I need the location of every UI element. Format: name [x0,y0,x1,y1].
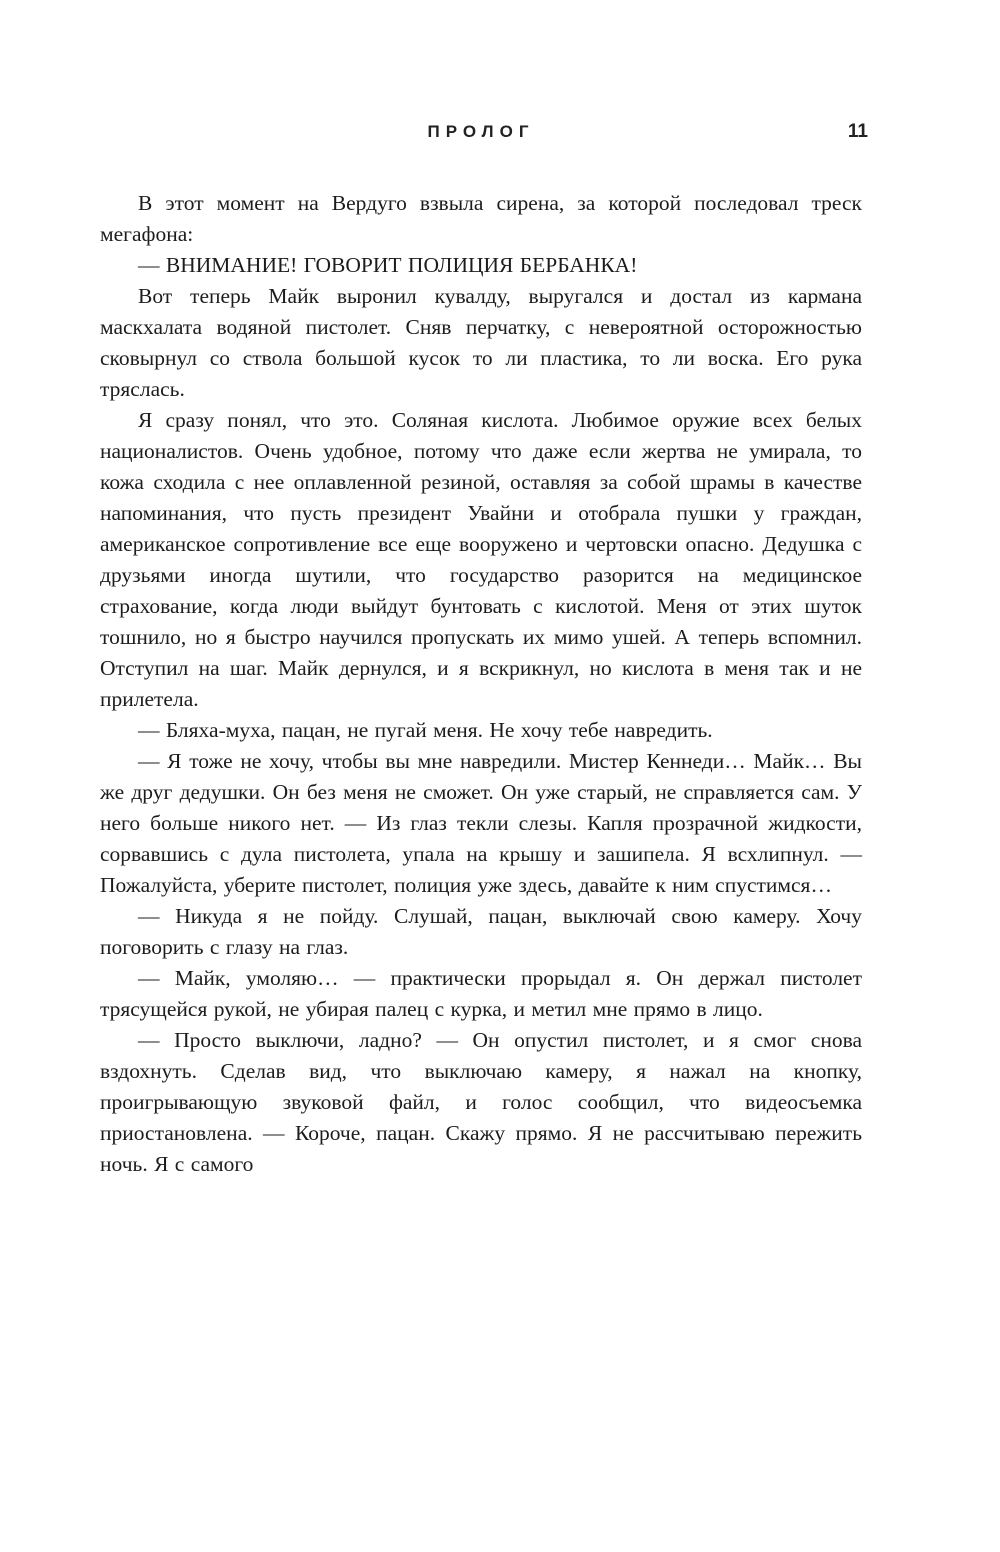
paragraph: — Просто выключи, ладно? — Он опустил пистолет, и я смог снова вздохнуть. Сделав вид, что выключаю камеру, я нажал на кнопку, проигрывающую звуковой файл, и голос сообщил, что видеосъемка приостановлена. — Короче, пацан. Скажу прямо. Я не рассчитываю пережить ночь. Я с самого [100,1028,862,1176]
paragraph: В этот момент на Вердуго взвыла сирена, за которой последовал треск мегафона: [100,191,862,246]
paragraph: — Никуда я не пойду. Слушай, пацан, выключай свою камеру. Хочу поговорить с глазу на глаз. [100,904,862,959]
paragraph: Я сразу понял, что это. Соляная кислота. Любимое оружие всех белых националистов. Очень удобное, потому что даже если жертва не умирала, то кожа сходила с нее оплавленной резиной, оставляя за собой шрамы в качестве напоминания, что пусть президент Увайни и отобрала пушки у граждан, американское сопротивление все еще вооружено и чертовски опасно. Дедушка с друзьями иногда шутили, что государство разорится на медицинское страхование, когда люди выйдут бунтовать с кислотой. Меня от этих шуток тошнило, но я быстро научился пропускать их мимо ушей. А теперь вспомнил. Отступил на шаг. Майк дернулся, и я вскрикнул, но кислота в меня так и не прилетела. [100,408,862,711]
paragraph: — ВНИМАНИЕ! ГОВОРИТ ПОЛИЦИЯ БЕРБАНКА! [138,253,638,277]
page-content [100,121,868,1180]
running-head: ПРОЛОГ [427,122,535,141]
page-header [100,121,868,148]
page-number: 11 [847,121,868,142]
paragraph: — Майк, умоляю… — практически прорыдал я. Он держал пистолет трясущейся рукой, не убирая палец с курка, и метил мне прямо в лицо. [100,966,862,1021]
paragraph: — Бляха-муха, пацан, не пугай меня. Не хочу тебе навредить. [138,718,713,742]
body-text [100,188,862,1180]
paragraph: Вот теперь Майк выронил кувалду, выругался и достал из кармана маскхалата водяной пистолет. Сняв перчатку, с невероятной осторожностью сковырнул со ствола большой кусок то ли пластика, то ли воска. Его рука тряслась. [100,284,862,401]
paragraph: — Я тоже не хочу, чтобы вы мне навредили. Мистер Кеннеди… Майк… Вы же друг дедушки. Он без меня не сможет. Он уже старый, не справляется сам. У него больше никого нет. — Из глаз текли слезы. Капля прозрачной жидкости, сорвавшись с дула пистолета, упала на крышу и зашипела. Я всхлипнул. — Пожалуйста, уберите пистолет, полиция уже здесь, давайте к ним спустимся… [100,749,862,897]
